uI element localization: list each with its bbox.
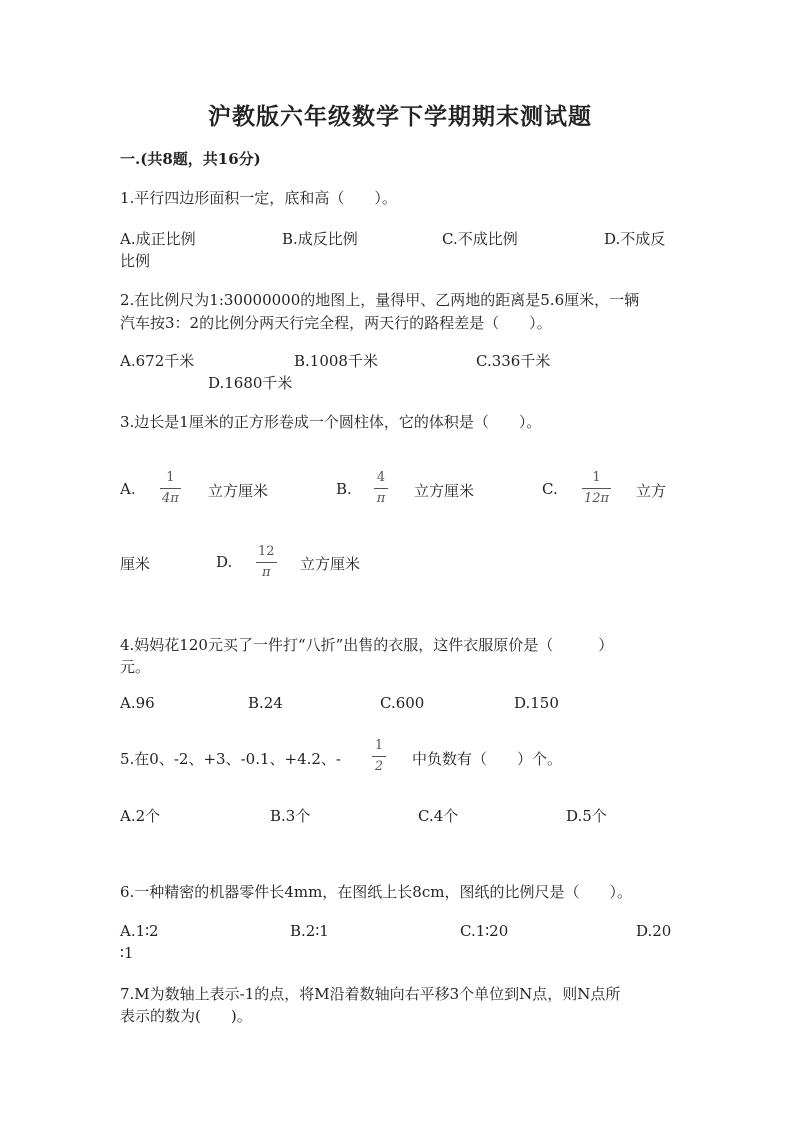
section-heading: 一.(共8题，共16分) bbox=[120, 150, 261, 168]
question-2-line-2: 汽车按3：2的比例分两天行完全程，两天行的路程差是（ ）。 bbox=[120, 314, 552, 332]
question-5-fraction bbox=[372, 738, 386, 775]
question-4-option-c: C.600 bbox=[380, 694, 425, 712]
fraction-denominator: π bbox=[262, 565, 271, 580]
question-3-option-a-unit: 立方厘米 bbox=[208, 482, 269, 500]
question-4-line-2: 元。 bbox=[120, 658, 151, 676]
question-5-option-c: C.4个 bbox=[418, 807, 459, 825]
question-6-text: 6.一种精密的机器零件长4mm，在图纸上长8cm，图纸的比例尺是（ ）。 bbox=[120, 883, 632, 901]
question-3-option-d-label: D. bbox=[216, 553, 233, 571]
question-4-option-a: A.96 bbox=[120, 694, 155, 712]
question-1-option-a: A.成正比例 bbox=[120, 230, 196, 248]
question-2-option-d: D.1680千米 bbox=[208, 374, 293, 392]
question-3-option-a-label: A. bbox=[120, 480, 136, 498]
question-4-line-1: 4.妈妈花120元买了一件打“八折”出售的衣服，这件衣服原价是（ ） bbox=[120, 636, 614, 654]
question-7-line-1: 7.M为数轴上表示-1的点，将M沿着数轴向右平移3个单位到N点，则N点所 bbox=[120, 985, 621, 1003]
fraction-numerator: 12 bbox=[258, 544, 275, 559]
question-6-option-c: C.1∶20 bbox=[460, 922, 509, 940]
fraction-denominator: 12π bbox=[584, 491, 610, 506]
question-3-option-a-fraction bbox=[160, 470, 181, 507]
question-1-option-d-wrap: 比例 bbox=[120, 252, 151, 270]
question-3-option-d-unit: 立方厘米 bbox=[300, 555, 361, 573]
question-3-option-c-label: C. bbox=[542, 480, 558, 498]
question-5-text-after: 中负数有（ ）个。 bbox=[412, 750, 563, 768]
fraction-denominator: 2 bbox=[374, 759, 384, 774]
fraction-denominator: π bbox=[376, 491, 386, 506]
fraction-bar bbox=[582, 488, 611, 489]
fraction-bar bbox=[374, 488, 388, 489]
question-2-option-b: B.1008千米 bbox=[294, 352, 378, 370]
question-3-option-b-unit: 立方厘米 bbox=[414, 482, 475, 500]
fraction-denominator: 4π bbox=[162, 491, 179, 506]
fraction-bar bbox=[372, 756, 386, 757]
question-5-option-d: D.5个 bbox=[566, 807, 607, 825]
fraction-numerator: 1 bbox=[374, 738, 384, 753]
question-2-option-c: C.336千米 bbox=[476, 352, 551, 370]
question-6-option-d: D.20 bbox=[636, 922, 672, 940]
page-title: 沪教版六年级数学下学期期末测试题 bbox=[208, 103, 592, 130]
fraction-numerator: 4 bbox=[376, 470, 386, 485]
question-5-option-b: B.3个 bbox=[270, 807, 311, 825]
question-2-line-1: 2.在比例尺为1:30000000的地图上，量得甲、乙两地的距离是5.6厘米，一辆 bbox=[120, 291, 640, 309]
question-5-text-before: 5.在0、-2、+3、-0.1、+4.2、- bbox=[120, 750, 341, 768]
question-3-text: 3.边长是1厘米的正方形卷成一个圆柱体，它的体积是（ ）。 bbox=[120, 413, 542, 431]
question-3-option-c-fraction bbox=[582, 470, 611, 507]
question-6-option-a: A.1∶2 bbox=[120, 922, 159, 940]
fraction-bar bbox=[256, 562, 277, 563]
fraction-numerator: 1 bbox=[592, 470, 601, 485]
fraction-bar bbox=[160, 488, 181, 489]
fraction-numerator: 1 bbox=[166, 470, 175, 485]
question-6-option-b: B.2∶1 bbox=[290, 922, 329, 940]
question-1-option-c: C.不成比例 bbox=[442, 230, 518, 248]
question-3-option-c-unit-part-1: 立方 bbox=[636, 482, 667, 500]
question-1-option-d: D.不成反 bbox=[604, 230, 666, 248]
question-5-option-a: A.2个 bbox=[120, 807, 161, 825]
question-3-option-b-fraction bbox=[374, 470, 388, 507]
question-4-option-b: B.24 bbox=[248, 694, 283, 712]
question-3-option-d-fraction bbox=[256, 544, 277, 581]
question-3-option-b-label: B. bbox=[336, 480, 352, 498]
question-4-option-d: D.150 bbox=[514, 694, 559, 712]
question-1-option-b: B.成反比例 bbox=[282, 230, 358, 248]
question-2-option-a: A.672千米 bbox=[120, 352, 195, 370]
question-7-line-2: 表示的数为( )。 bbox=[120, 1007, 252, 1025]
question-6-option-d-wrap: ∶1 bbox=[120, 944, 134, 962]
question-3-option-c-unit-part-2: 厘米 bbox=[120, 555, 151, 573]
question-1-text: 1.平行四边形面积一定，底和高（ ）。 bbox=[120, 189, 397, 207]
